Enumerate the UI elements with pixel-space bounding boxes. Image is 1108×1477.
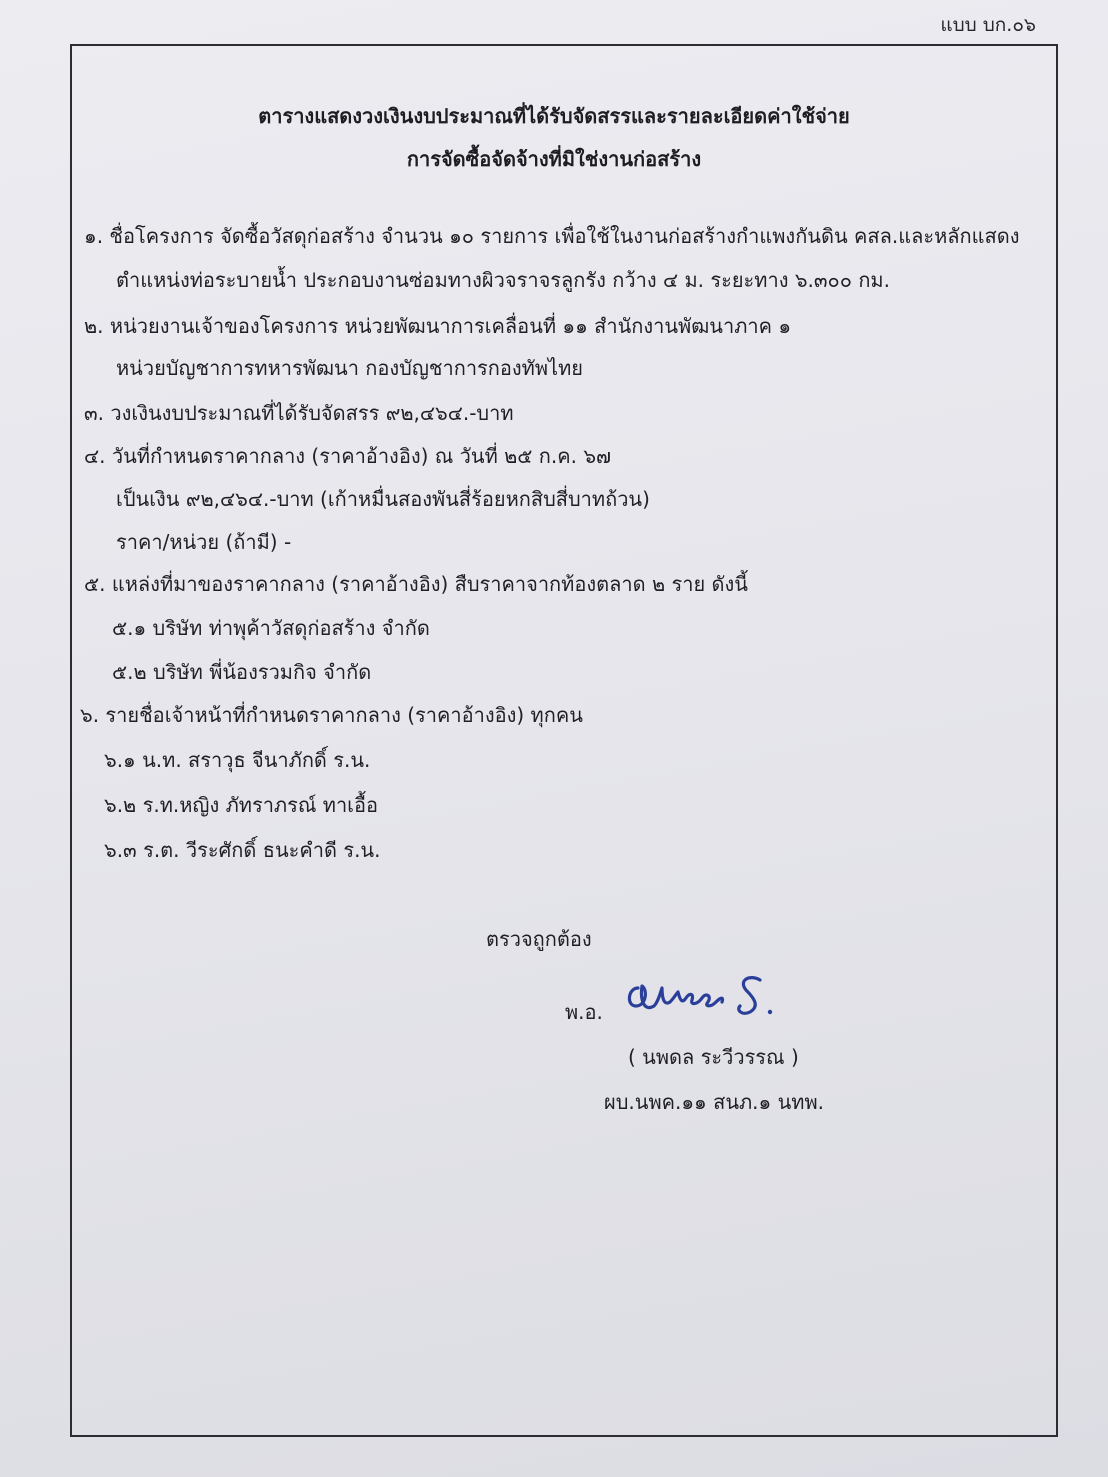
item6-3-officer: ๖.๓ ร.ต. วีระศักดิ์ ธนะคำดี ร.น. xyxy=(104,838,381,862)
handwritten-signature xyxy=(624,966,794,1026)
item1-line2: ตำแหน่งท่อระบายน้ำ ประกอบงานซ่อมทางผิวจราจรลูกรัง กว้าง ๔ ม. ระยะทาง ๖.๓๐๐ กม. xyxy=(116,268,890,292)
item5-1-company: ๕.๑ บริษัท ท่าพุค้าวัสดุก่อสร้าง จำกัด xyxy=(112,616,430,640)
document-title-line1: ตารางแสดงวงเงินงบประมาณที่ได้รับจัดสรรและรายละเอียดค่าใช้จ่าย xyxy=(258,104,850,128)
signer-position: ผบ.นพค.๑๑ สนภ.๑ นทพ. xyxy=(604,1090,824,1114)
item6-officers: ๖. รายชื่อเจ้าหน้าที่กำหนดราคากลาง (ราคาอ้างอิง) ทุกคน xyxy=(80,703,583,727)
verified-label: ตรวจถูกต้อง xyxy=(486,927,592,951)
form-code: แบบ บก.๐๖ xyxy=(940,14,1036,36)
item4-line2: เป็นเงิน ๙๒,๔๖๔.-บาท (เก้าหมื่นสองพันสี่ร้อยหกสิบสี่บาทถ้วน) xyxy=(116,487,650,511)
document-frame xyxy=(70,44,1058,1437)
item2-line1: ๒. หน่วยงานเจ้าของโครงการ หน่วยพัฒนาการเคลื่อนที่ ๑๑ สำนักงานพัฒนาภาค ๑ xyxy=(84,314,792,338)
item6-2-officer: ๖.๒ ร.ท.หญิง ภัทราภรณ์ ทาเอื้อ xyxy=(104,793,379,817)
item1-line1: ๑. ชื่อโครงการ จัดซื้อวัสดุก่อสร้าง จำนวน ๑๐ รายการ เพื่อใช้ในงานก่อสร้างกำแพงกันดิน คสล.และหลักแสดง xyxy=(84,224,1020,248)
signer-name: ( นพดล ระวีวรรณ ) xyxy=(628,1045,799,1069)
item4-line1: ๔. วันที่กำหนดราคากลาง (ราคาอ้างอิง) ณ วันที่ ๒๕ ก.ค. ๖๗ xyxy=(84,444,612,468)
signer-rank: พ.อ. xyxy=(565,1000,603,1024)
item5-sources: ๕. แหล่งที่มาของราคากลาง (ราคาอ้างอิง) สืบราคาจากท้องตลาด ๒ ราย ดังนี้ xyxy=(84,572,748,596)
item6-1-officer: ๖.๑ น.ท. สราวุธ จีนาภักดิ์ ร.น. xyxy=(104,748,371,772)
item5-2-company: ๕.๒ บริษัท พี่น้องรวมกิจ จำกัด xyxy=(112,660,372,684)
item3-budget: ๓. วงเงินงบประมาณที่ได้รับจัดสรร ๙๒,๔๖๔.-บาท xyxy=(84,401,514,425)
item4-line3: ราคา/หน่วย (ถ้ามี) - xyxy=(116,530,292,554)
document-title-line2: การจัดซื้อจัดจ้างที่มิใช่งานก่อสร้าง xyxy=(406,147,702,171)
item2-line2: หน่วยบัญชาการทหารพัฒนา กองบัญชาการกองทัพไทย xyxy=(116,356,584,380)
